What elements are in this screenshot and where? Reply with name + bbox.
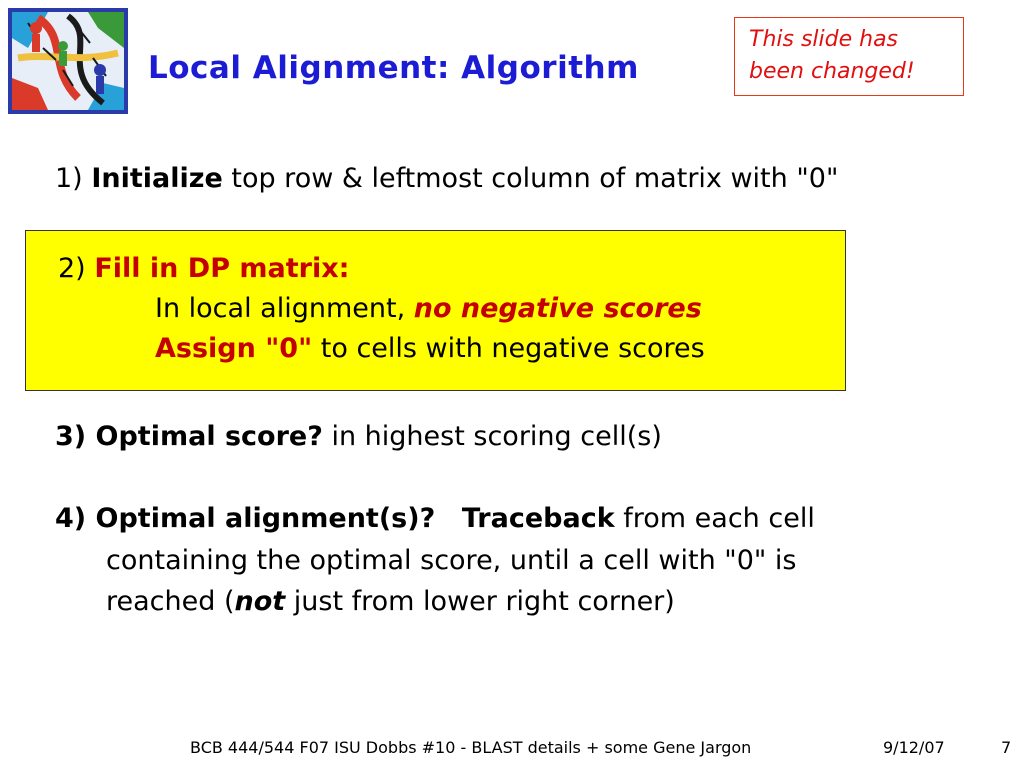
- footer-course: BCB 444/544 F07 ISU Dobbs #10 - BLAST details + some Gene Jargon: [190, 738, 752, 757]
- step-1-keyword: Initialize: [91, 163, 223, 194]
- step-2-line-a: [155, 293, 702, 324]
- step-4-continuation-2: [106, 586, 675, 617]
- note-line-2: been changed!: [749, 59, 915, 84]
- step-3-label: 3) Optimal score?: [55, 421, 323, 452]
- step-2-line-b-text: to cells with negative scores: [320, 333, 705, 364]
- footer-date: 9/12/07: [883, 738, 945, 757]
- step-1-text: top row & leftmost column of matrix with "0": [231, 163, 839, 194]
- step-4-text-3-post: just from lower right corner): [293, 586, 675, 617]
- step-4-label: 4) Optimal alignment(s)?: [55, 503, 436, 534]
- step-1: [55, 163, 838, 194]
- note-line-1: This slide has: [749, 27, 899, 52]
- dna-people-logo-icon: [8, 8, 128, 114]
- step-2-heading: [58, 253, 349, 284]
- step-4-text-3-pre: reached (: [106, 586, 235, 617]
- step-2-line-b: [155, 333, 705, 364]
- step-3-text: in highest scoring cell(s): [331, 421, 662, 452]
- step-4-keyword: Traceback: [461, 503, 615, 534]
- footer-page-number: 7: [1001, 738, 1012, 757]
- step-2-line-a-text: In local alignment,: [155, 293, 406, 324]
- slide-changed-note: [734, 17, 964, 96]
- step-4-text-1: from each cell: [623, 503, 815, 534]
- step-4-text-3-emphasis: not: [234, 586, 286, 617]
- step-4-continuation-1: containing the optimal score, until a cell with "0" is: [106, 545, 797, 576]
- step-3: [55, 421, 662, 452]
- step-1-number: 1): [55, 163, 83, 194]
- step-2-line-b-emphasis: Assign "0": [155, 333, 313, 364]
- slide-title: Local Alignment: Algorithm: [148, 50, 639, 86]
- step-2-keyword: Fill in DP matrix:: [94, 253, 350, 284]
- step-2-line-a-emphasis: no negative scores: [413, 293, 702, 324]
- step-4: [55, 503, 815, 534]
- step-2-number: 2): [58, 253, 86, 284]
